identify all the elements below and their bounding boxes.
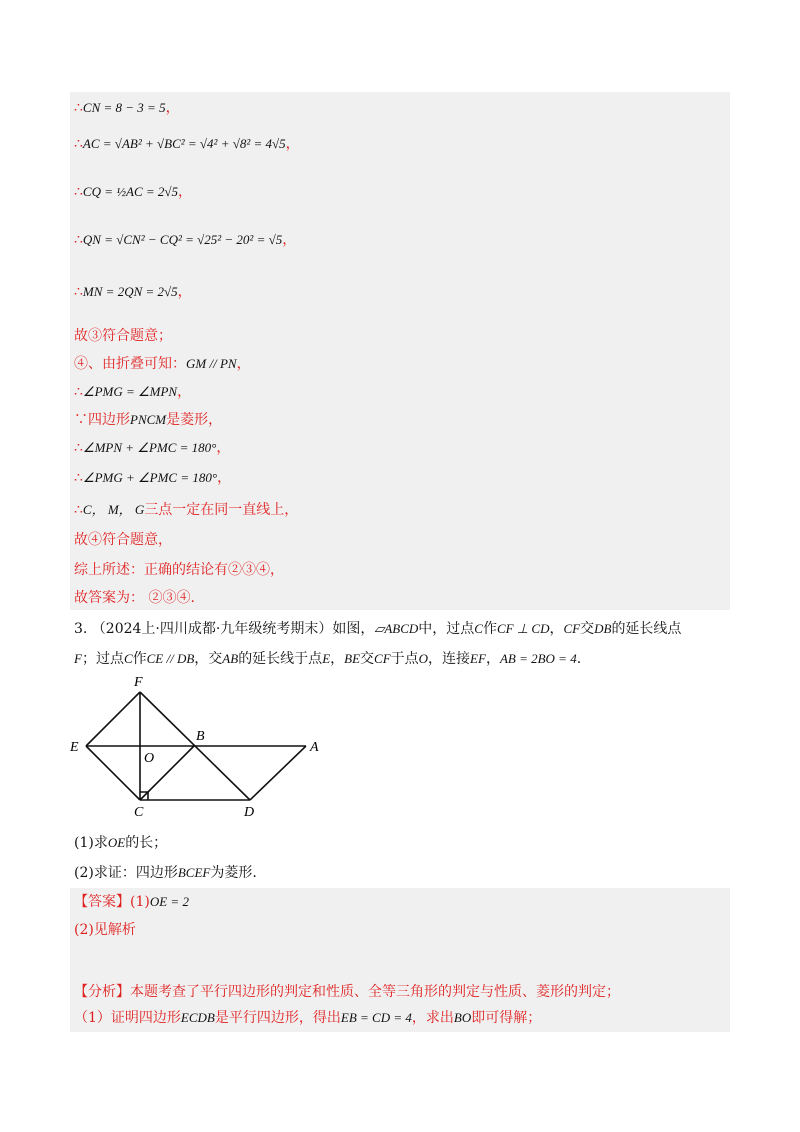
answer-line-2: (2)见解析 xyxy=(74,922,136,938)
sub-question-2: (2)求证：四边形BCEF为菱形. xyxy=(74,865,257,881)
solution-line-1: ∴CN = 8 − 3 = 5， xyxy=(74,100,180,116)
answer-line-1: 【答案】(1)OE = 2 xyxy=(74,894,189,910)
analysis-line: 【分析】本题考查了平行四边形的判定和性质、全等三角形的判定与性质、菱形的判定； xyxy=(74,984,620,1000)
geometry-figure xyxy=(60,672,330,822)
label-D: D xyxy=(244,805,255,820)
question-line-1: 3. （2024上·四川成都·九年级统考期末）如图，▱ABCD中，过点C作CF ⊥ CD，CF交DB的延长线点 xyxy=(74,621,682,637)
solution-line-15: 故答案为： ②③④. xyxy=(74,590,195,606)
solution-line-12: ∴C， M， G三点一定在同一直线上， xyxy=(74,502,299,518)
solution-line-10: ∴∠MPN + ∠PMC = 180°， xyxy=(74,440,231,456)
solution-line-2: ∴AC = √AB² + √BC² = √4² + √8² = 4√5， xyxy=(74,136,300,152)
analysis-step-1: （1）证明四边形ECDB是平行四边形，得出EB = CD = 4，求出BO即可得解； xyxy=(74,1010,542,1026)
segment-EC xyxy=(86,746,140,800)
label-B: B xyxy=(196,729,205,744)
label-C: C xyxy=(134,805,144,820)
label-F: F xyxy=(134,675,143,690)
solution-line-3: ∴CQ = ½AC = 2√5， xyxy=(74,184,193,200)
label-O: O xyxy=(144,751,155,766)
label-E: E xyxy=(70,740,79,755)
solution-line-11: ∴∠PMG + ∠PMC = 180°， xyxy=(74,470,232,486)
solution-line-5: ∴MN = 2QN = 2√5， xyxy=(74,284,192,300)
sub-question-1: (1)求OE的长； xyxy=(74,835,168,851)
solution-line-8: ∴∠PMG = ∠MPN， xyxy=(74,384,192,400)
solution-line-6: 故③符合题意； xyxy=(74,328,172,344)
solution-line-7: ④、由折叠可知：GM // PN， xyxy=(74,356,251,372)
segment-EF xyxy=(86,692,140,746)
solution-line-14: 综上所述：正确的结论有②③④， xyxy=(74,562,284,578)
solution-line-9: ∵四边形PNCM是菱形， xyxy=(74,412,223,428)
solution-line-4: ∴QN = √CN² − CQ² = √25² − 20² = √5， xyxy=(74,232,297,248)
label-A: A xyxy=(310,740,319,755)
question-line-2: F；过点C作CE // DB，交AB的延长线于点E，BE交CF于点O，连接EF，AB = 2BO = 4. xyxy=(74,651,582,667)
solution-line-13: 故④符合题意， xyxy=(74,532,172,548)
segment-DA xyxy=(250,746,306,800)
